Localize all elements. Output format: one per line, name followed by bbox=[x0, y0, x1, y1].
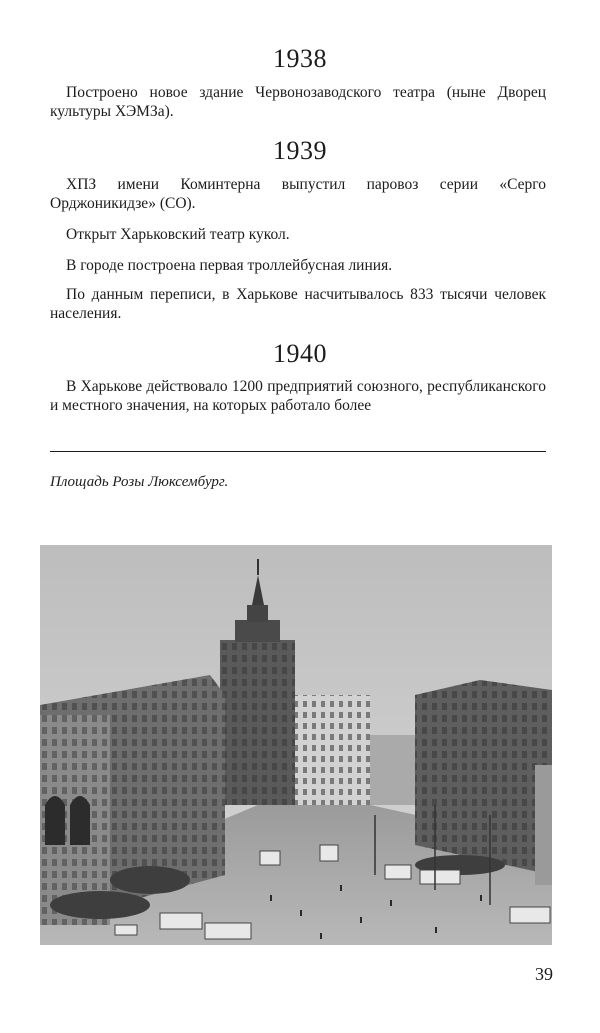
square-photo bbox=[40, 545, 552, 945]
paragraph-1938-1: Построено новое здание Червонозаводского театра (ныне Дворец культуры ХЭМЗа). bbox=[50, 84, 546, 120]
photo-caption: Площадь Розы Люксембург. bbox=[50, 474, 229, 490]
paragraph-1939-3: В городе построена первая троллейбусная линия. bbox=[66, 257, 393, 274]
year-heading-1939: 1939 bbox=[273, 136, 327, 165]
paragraph-1939-4: По данным переписи, в Харькове насчитывалось 833 тысячи человек населения. bbox=[50, 286, 546, 322]
city-square-illustration bbox=[40, 545, 552, 945]
paragraph-1939-1: ХПЗ имени Коминтерна выпустил паровоз серии «Серго Орджоникидзе» (СО). bbox=[50, 176, 546, 212]
paragraph-1939-2: Открыт Харьковский театр кукол. bbox=[66, 226, 290, 243]
year-heading-1940: 1940 bbox=[273, 339, 327, 368]
year-heading-1938: 1938 bbox=[273, 44, 327, 73]
divider-line bbox=[50, 451, 546, 452]
paragraph-1940-1: В Харькове действовало 1200 предприятий союзного, республиканского и местного значения, на которых работало более bbox=[50, 378, 546, 414]
page-number: 39 bbox=[535, 964, 553, 984]
